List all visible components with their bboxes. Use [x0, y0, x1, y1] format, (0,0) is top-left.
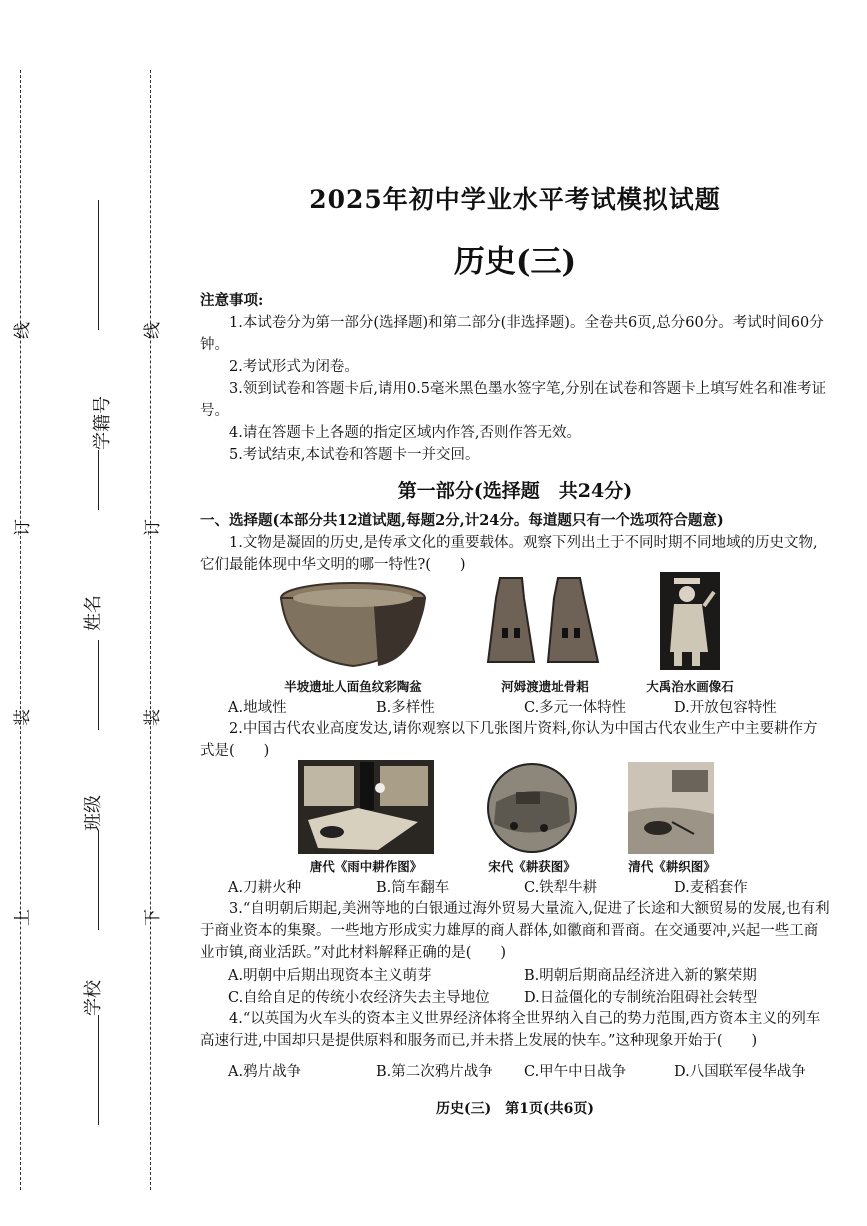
- page-footer: 历史(三) 第1页(共6页): [436, 1101, 594, 1117]
- school-label: 学校: [83, 980, 104, 1016]
- notice-item: 1.本试卷分为第一部分(选择题)和第二部分(非选择题)。全卷共6页,总分60分。考试时间60分钟。: [200, 315, 824, 353]
- question-1-options: [228, 696, 828, 718]
- option-d[interactable]: D.日益僵化的专制统治阻碍社会转型: [524, 990, 758, 1006]
- option-a[interactable]: A.地域性: [228, 700, 287, 716]
- option-b[interactable]: B.筒车翻车: [376, 880, 450, 896]
- school-field: [60, 955, 120, 1065]
- figure-caption: 唐代《雨中耕作图》: [309, 859, 423, 874]
- question-3-stem: 3.“自明朝后期起,美洲等地的白银通过海外贸易大量流入,促进了长途和大额贸易的发展,也有利于商业资本的集聚。一些地方形成实力雄厚的商人群体,如徽商和晋商。在交通要冲,兴起一些工商业市镇,商业活跃。”对此材料解释正确的是( ): [200, 901, 830, 961]
- student-id-blank[interactable]: [98, 200, 99, 330]
- option-d[interactable]: D.开放包容特性: [674, 700, 777, 716]
- class-label: 班级: [83, 795, 104, 831]
- question-3-options-row-2: [228, 986, 828, 1008]
- student-id-label: 学籍号: [92, 396, 113, 450]
- option-b[interactable]: B.第二次鸦片战争: [376, 1064, 493, 1080]
- outer-mark-shang: 上: [13, 909, 33, 926]
- question-4-options: [228, 1060, 828, 1082]
- question-1-stem: 1.文物是凝固的历史,是传承文化的重要载体。观察下列出土于不同时期不同地域的历史文物,它们最能体现中华文明的哪一特性?( ): [200, 535, 818, 573]
- option-b[interactable]: B.明朝后期商品经济进入新的繁荣期: [524, 968, 757, 984]
- figure-caption: 宋代《耕获图》: [488, 859, 576, 874]
- figure-caption: 半坡遗址人面鱼纹彩陶盆: [284, 679, 422, 694]
- outer-cut-line: [20, 70, 21, 1190]
- figure-caption: 河姆渡遗址骨耜: [501, 679, 589, 694]
- figure-caption: 大禹治水画像石: [646, 679, 734, 694]
- inner-mark-ding: 订: [143, 519, 163, 536]
- subject-title: 历史(三): [453, 244, 577, 280]
- school-blank[interactable]: [98, 1015, 99, 1125]
- class-field: [60, 770, 120, 880]
- notice-item: 3.领到试卷和答题卡后,请用0.5毫米黑色墨水签字笔,分别在试卷和答题卡上填写姓名和准考证号。: [200, 381, 827, 419]
- stone-relief-image: [660, 572, 720, 674]
- tang-plowing-painting: [298, 760, 434, 858]
- qing-weaving-painting: [628, 762, 714, 858]
- inner-mark-xian: 线: [143, 322, 163, 339]
- inner-mark-zhuang: 装: [143, 709, 163, 726]
- figure-caption: 清代《耕织图》: [628, 859, 716, 874]
- inner-mark-xia: 下: [143, 909, 163, 926]
- option-a[interactable]: A.明朝中后期出现资本主义萌芽: [228, 968, 432, 984]
- name-label: 姓名: [83, 595, 104, 631]
- song-harvest-painting: [486, 762, 578, 858]
- section-title: 第一部分(选择题 共24分): [397, 480, 633, 502]
- question-3-options-row-1: [228, 964, 828, 986]
- notice-item: 5.考试结束,本试卷和答题卡一并交回。: [229, 447, 480, 463]
- outer-mark-zhuang: 装: [13, 709, 33, 726]
- inner-cut-line: [150, 70, 151, 1190]
- binding-margin: [0, 0, 200, 1226]
- bone-spade-image: [482, 572, 604, 676]
- name-blank[interactable]: [98, 640, 99, 730]
- question-4-stem: 4.“以英国为火车头的资本主义世界经济体将全世界纳入自己的势力范围,西方资本主义的列车高速行进,中国却只是提供原料和服务而已,并未搭上发展的快车。”这种现象开始于( ): [200, 1011, 821, 1049]
- pottery-basin-image: [278, 580, 428, 676]
- option-b[interactable]: B.多样性: [376, 700, 435, 716]
- option-d[interactable]: D.麦稻套作: [674, 880, 748, 896]
- student-id-field: [60, 360, 120, 510]
- option-d[interactable]: D.八国联军侵华战争: [674, 1064, 806, 1080]
- notice-heading: 注意事项:: [200, 292, 264, 309]
- outer-mark-ding: 订: [13, 519, 33, 536]
- notice-item: 4.请在答题卡上各题的指定区域内作答,否则作答无效。: [229, 425, 581, 441]
- option-c[interactable]: C.自给自足的传统小农经济失去主导地位: [228, 990, 490, 1006]
- option-a[interactable]: A.鸦片战争: [228, 1064, 302, 1080]
- question-2-options: [228, 876, 828, 898]
- exam-title: 2025年初中学业水平考试模拟试题: [309, 185, 721, 214]
- name-field: [60, 570, 120, 690]
- option-c[interactable]: C.多元一体特性: [524, 700, 627, 716]
- outer-mark-xian: 线: [13, 322, 33, 339]
- class-blank[interactable]: [98, 830, 99, 930]
- student-id-blank-lower[interactable]: [98, 450, 99, 510]
- notice-block: [200, 290, 830, 466]
- option-c[interactable]: C.甲午中日战争: [524, 1064, 627, 1080]
- option-a[interactable]: A.刀耕火种: [228, 880, 302, 896]
- section-instruction: 一、选择题(本部分共12道试题,每题2分,计24分。每道题只有一个选项符合题意): [200, 512, 724, 529]
- option-c[interactable]: C.铁犁牛耕: [524, 880, 598, 896]
- question-2-stem: 2.中国古代农业高度发达,请你观察以下几张图片资料,你认为中国古代农业生产中主要耕作方式是( ): [200, 721, 818, 759]
- notice-item: 2.考试形式为闭卷。: [229, 359, 359, 375]
